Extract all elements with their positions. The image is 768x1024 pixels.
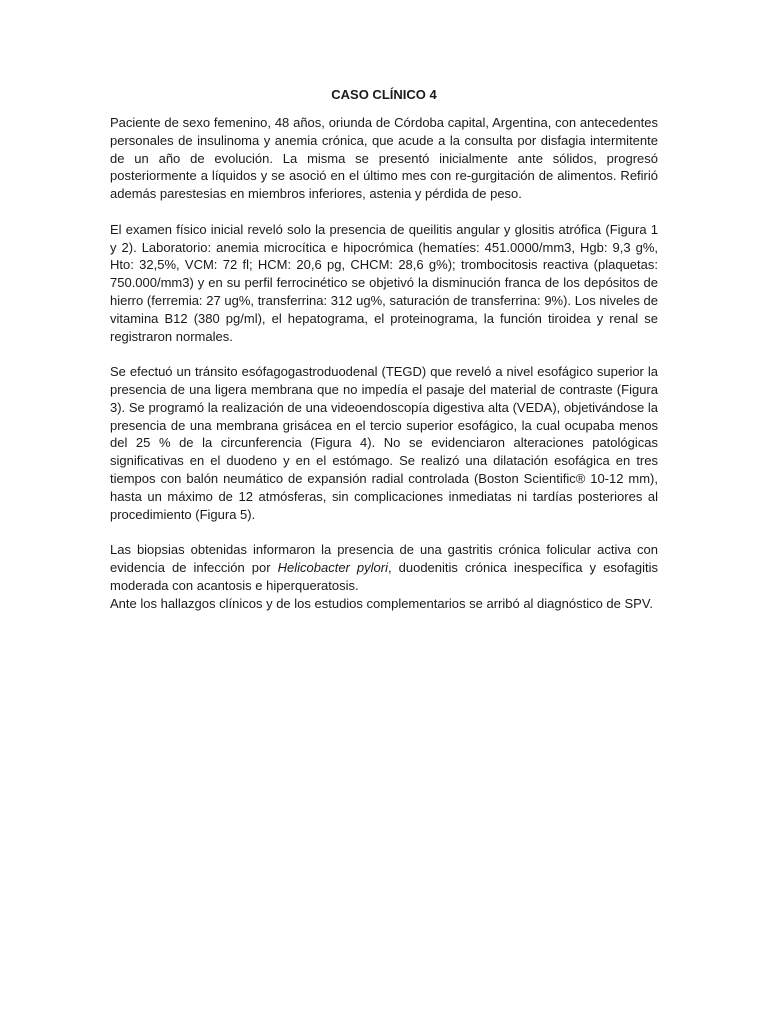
document-title: CASO CLÍNICO 4 <box>331 87 437 102</box>
biopsies-text-italic: Helicobacter pylori <box>277 559 388 575</box>
paragraph-spacer <box>110 203 658 221</box>
document-page <box>110 86 658 612</box>
biopsies-text-before: Las biopsias obtenidas informaron la presencia de una gastritis crónica folicular activa con evidencia de infección por <box>110 542 658 575</box>
paragraph-biopsies <box>110 541 658 594</box>
biopsies-text-after: , duodenitis crónica inespecífica y esofagitis moderada con acantosis e hiperqueratosis. <box>110 559 659 593</box>
paragraph-spacer <box>110 523 658 541</box>
paragraph-studies: Se efectuó un tránsito esófagogastroduodenal (TEGD) que reveló a nivel esofágico superior la presencia de una ligera membrana que no impedía el pasaje del material de contraste (Figura 3). Se programó la realización de una videoendoscopía digestiva alta (VEDA), objetivándose la presencia de una membrana grisácea en el tercio superior esofágico, la cual ocupaba menos del 25 % de la circunferencia (Figura 4). No se evidenciaron alteraciones patológicas significativas en el duodeno y en el estómago. Se realizó una dilatación esofágica en tres tiempos con balón neumático de expansión radial controlada (Boston Scientific® 10-12 mm), hasta un máximo de 12 atmósferas, sin complicaciones inmediatas ni tardías posteriores al procedimiento (Figura 5). <box>110 364 658 522</box>
paragraph-physical-exam: El examen físico inicial reveló solo la presencia de queilitis angular y glositis atrófica (Figura 1 y 2). Laboratorio: anemia microcítica e hipocrómica (hematíes: 451.0000/mm3, Hgb: 9,3 g%, Hto: 32,5%, VCM: 72 fl; HCM: 20,6 pg, CHCM: 28,6 g%); trombocitosis reactiva (plaquetas: 750.000/mm3) y en su perfil ferrocinético se objetivó la disminución franca de los depósitos de hierro (ferremia: 27 ug%, transferrina: 312 ug%, saturación de transferrina: 9%). Los niveles de vitamina B12 (380 pg/ml), el hepatograma, el proteinograma, la función tiroidea y renal se registraron normales. <box>110 221 658 344</box>
paragraph-diagnosis: Ante los hallazgos clínicos y de los estudios complementarios se arribó al diagnóstico de SPV. <box>110 595 653 611</box>
paragraph-spacer <box>110 345 658 363</box>
paragraph-patient-history: Paciente de sexo femenino, 48 años, oriunda de Córdoba capital, Argentina, con antecedentes personales de insulinoma y anemia crónica, que acude a la consulta por disfagia intermitente de un año de evolución. La misma se presentó inicialmente ante sólidos, progresó posteriormente a líquidos y se asoció en el último mes con re-gurgitación de alimentos. Refirió además parestesias en miembros inferiores, astenia y pérdida de peso. <box>110 115 658 202</box>
